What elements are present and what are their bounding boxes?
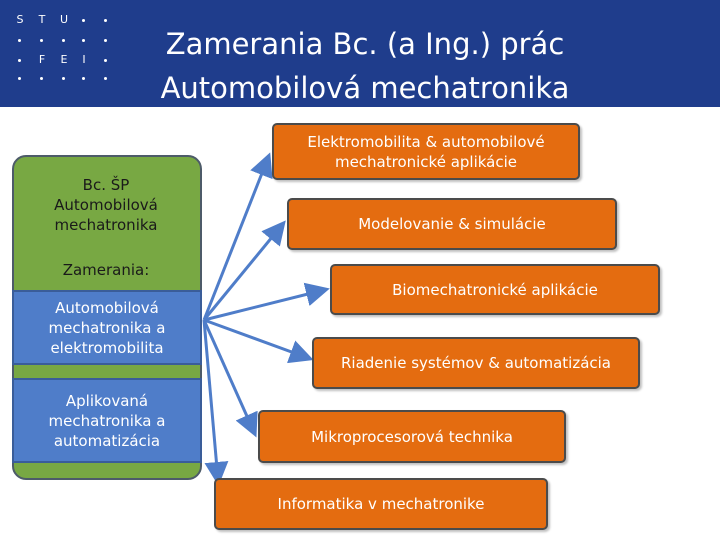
specialization-line: mechatronika a bbox=[48, 411, 166, 430]
topic-line: Informatika v mechatronike bbox=[277, 495, 485, 513]
logo-letter: U bbox=[59, 13, 69, 26]
logo-letter: I bbox=[82, 53, 86, 66]
topic-line: mechatronické aplikácie bbox=[334, 152, 518, 171]
topic-line: Modelovanie & simulácie bbox=[358, 215, 546, 233]
logo-letter: E bbox=[60, 53, 68, 66]
topic-box-2 bbox=[287, 198, 617, 250]
topic-box-5 bbox=[258, 410, 566, 463]
topic-box-4 bbox=[312, 337, 640, 389]
specialization-line: Automobilová bbox=[55, 298, 159, 317]
logo-letter: T bbox=[38, 13, 46, 26]
arrow-to-topic-1 bbox=[204, 158, 268, 320]
program-label-line: Bc. ŠP bbox=[82, 176, 130, 194]
specialization-line: elektromobilita bbox=[50, 338, 164, 357]
arrow-to-topic-2 bbox=[204, 225, 282, 320]
topic-box-3 bbox=[330, 264, 660, 315]
topic-line: Elektromobilita & automobilové bbox=[307, 132, 545, 151]
logo-letter: S bbox=[16, 13, 24, 26]
zamerania-label: Zamerania: bbox=[62, 261, 150, 279]
topic-line: Riadenie systémov & automatizácia bbox=[341, 354, 611, 372]
topic-line: Mikroprocesorová technika bbox=[311, 427, 513, 446]
program-label-line: mechatronika bbox=[54, 216, 158, 234]
title-line-2: Automobilová mechatronika bbox=[160, 71, 570, 105]
program-label-line: Automobilová bbox=[54, 196, 158, 214]
topic-box-1 bbox=[272, 123, 580, 180]
title-line-1: Zamerania Bc. (a Ing.) prác bbox=[165, 27, 565, 61]
specialization-line: Aplikovaná bbox=[65, 391, 149, 410]
topic-box-6 bbox=[214, 478, 548, 530]
specialization-line: mechatronika a bbox=[48, 318, 166, 337]
topic-line: Biomechatronické aplikácie bbox=[392, 280, 598, 299]
logo-letter: F bbox=[38, 53, 46, 66]
arrow-to-topic-3 bbox=[204, 290, 324, 320]
specialization-line: automatizácia bbox=[53, 431, 161, 450]
